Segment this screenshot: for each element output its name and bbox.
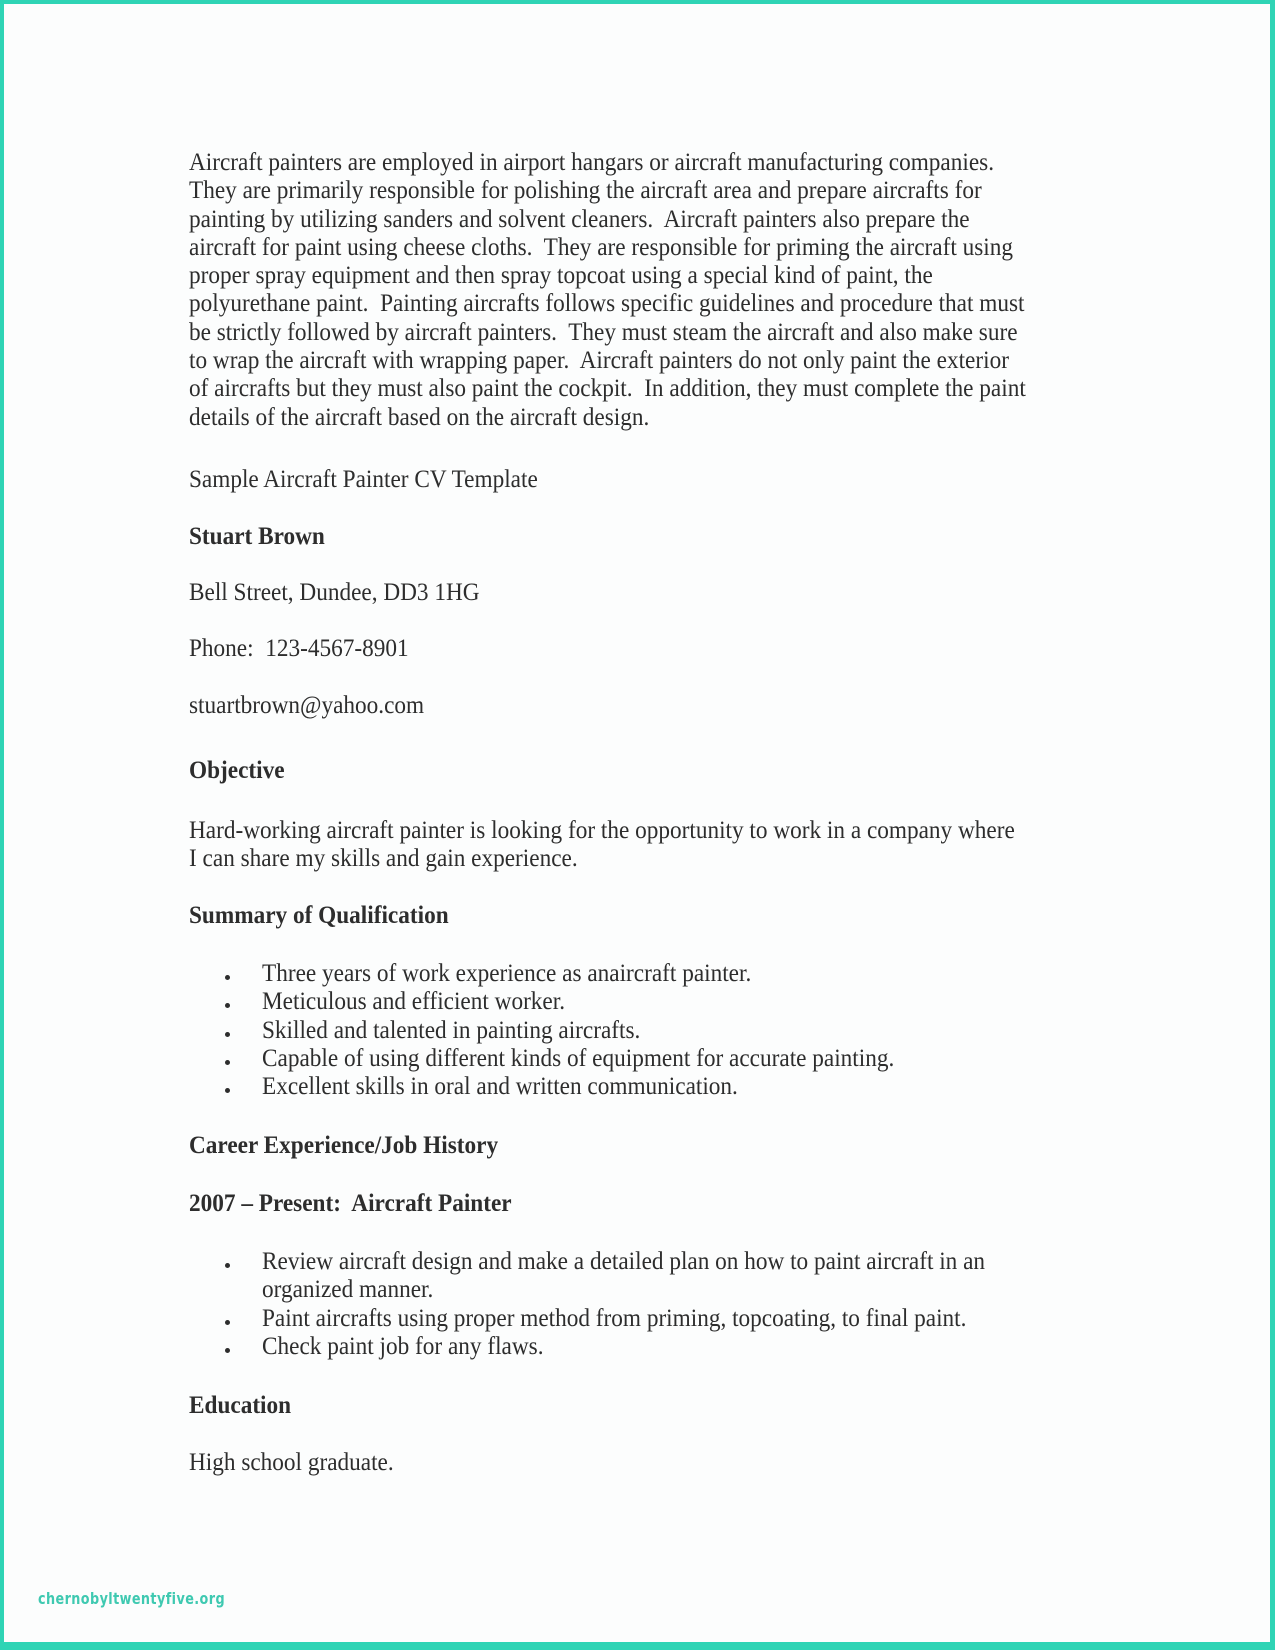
text-line: painting by utilizing sanders and solvent cleaners. Aircraft painters also prepare the [189, 205, 970, 233]
text-line: be strictly followed by aircraft painters. They must steam the aircraft and also make sure [189, 318, 1018, 346]
text-line: They are primarily responsible for polishing the aircraft area and prepare aircrafts for [189, 177, 982, 205]
bullet-item [189, 988, 1275, 1016]
bullet-line: organized manner. [262, 1276, 434, 1304]
text-line: aircraft for paint using cheese cloths. They are responsible for priming the aircraft using [189, 233, 1014, 261]
bullet-line: Meticulous and efficient worker. [262, 988, 566, 1016]
bullet-item [189, 1017, 1275, 1045]
template-title-text: Sample Aircraft Painter CV Template [189, 466, 538, 493]
template-title [189, 466, 564, 494]
education-heading-text: Education [189, 1392, 292, 1419]
qualifications-heading-text: Summary of Qualification [189, 902, 449, 929]
objective-heading [189, 757, 292, 785]
career-list [189, 1248, 1275, 1361]
career-heading-text: Career Experience/Job History [189, 1132, 499, 1159]
bullet-icon [225, 1032, 230, 1037]
text-line: Hard-working aircraft painter is looking for the opportunity to work in a company where [189, 817, 1015, 844]
phone-text: Phone: 123-4567-8901 [189, 635, 409, 662]
text-line: of aircrafts but they must also paint the cockpit. In addition, they must complete the paint [189, 375, 1026, 403]
qualifications-heading [189, 902, 468, 930]
intro-paragraph [189, 149, 1089, 432]
bullet-item [189, 1073, 1275, 1101]
bullet-item [189, 1333, 1275, 1361]
text-line: polyurethane paint. Painting aircrafts follows specific guidelines and procedure that must [189, 290, 1025, 318]
candidate-name [189, 523, 335, 551]
bullet-icon [225, 1320, 230, 1325]
education-detail-text: High school graduate. [189, 1449, 394, 1476]
bullet-icon [225, 975, 230, 980]
text-line: Aircraft painters are employed in airport hangars or aircraft manufacturing companies. [189, 149, 995, 176]
job-title [189, 1190, 536, 1218]
job-title-text: 2007 – Present: Aircraft Painter [189, 1190, 512, 1217]
text-line: details of the aircraft based on the aircraft design. [189, 403, 650, 431]
bullet-line: Review aircraft design and make a detailed plan on how to paint aircraft in an [262, 1248, 986, 1275]
candidate-name-text: Stuart Brown [189, 523, 325, 550]
qualifications-list [189, 960, 1275, 1101]
bullet-icon [225, 1088, 230, 1093]
text-line: to wrap the aircraft with wrapping paper. Aircraft painters do not only paint the exterior [189, 347, 1009, 375]
text-line: I can share my skills and gain experience. [189, 845, 578, 873]
email-line [189, 692, 442, 720]
email-text: stuartbrown@yahoo.com [189, 692, 425, 719]
bullet-line: Check paint job for any flaws. [262, 1332, 544, 1360]
bullet-icon [225, 1060, 230, 1065]
objective-heading-text: Objective [189, 757, 285, 784]
bullet-item [189, 1248, 1275, 1305]
bullet-line: Three years of work experience as anaircraft painter. [262, 960, 752, 987]
bullet-item [189, 1305, 1275, 1333]
bullet-icon [225, 1348, 230, 1353]
watermark-link: chernobyltwentyfive.org [38, 1589, 226, 1608]
bullet-icon [225, 1003, 230, 1008]
bullet-line: Excellent skills in oral and written communication. [262, 1073, 738, 1101]
bullet-line: Capable of using different kinds of equipment for accurate painting. [262, 1044, 895, 1072]
education-detail [189, 1449, 409, 1477]
objective-text [189, 817, 1077, 874]
bullet-item [189, 1045, 1275, 1073]
education-heading [189, 1392, 299, 1420]
bullet-line: Paint aircrafts using proper method from priming, topcoating, to final paint. [262, 1304, 967, 1332]
text-line: proper spray equipment and then spray topcoat using a special kind of paint, the [189, 262, 933, 290]
bullet-icon [225, 1263, 230, 1268]
bullet-item [189, 960, 1275, 988]
phone-line [189, 635, 425, 663]
career-heading [189, 1132, 521, 1160]
address-text: Bell Street, Dundee, DD3 1HG [189, 579, 480, 606]
address-line [189, 579, 501, 607]
bullet-line: Skilled and talented in painting aircrafts. [262, 1016, 641, 1044]
